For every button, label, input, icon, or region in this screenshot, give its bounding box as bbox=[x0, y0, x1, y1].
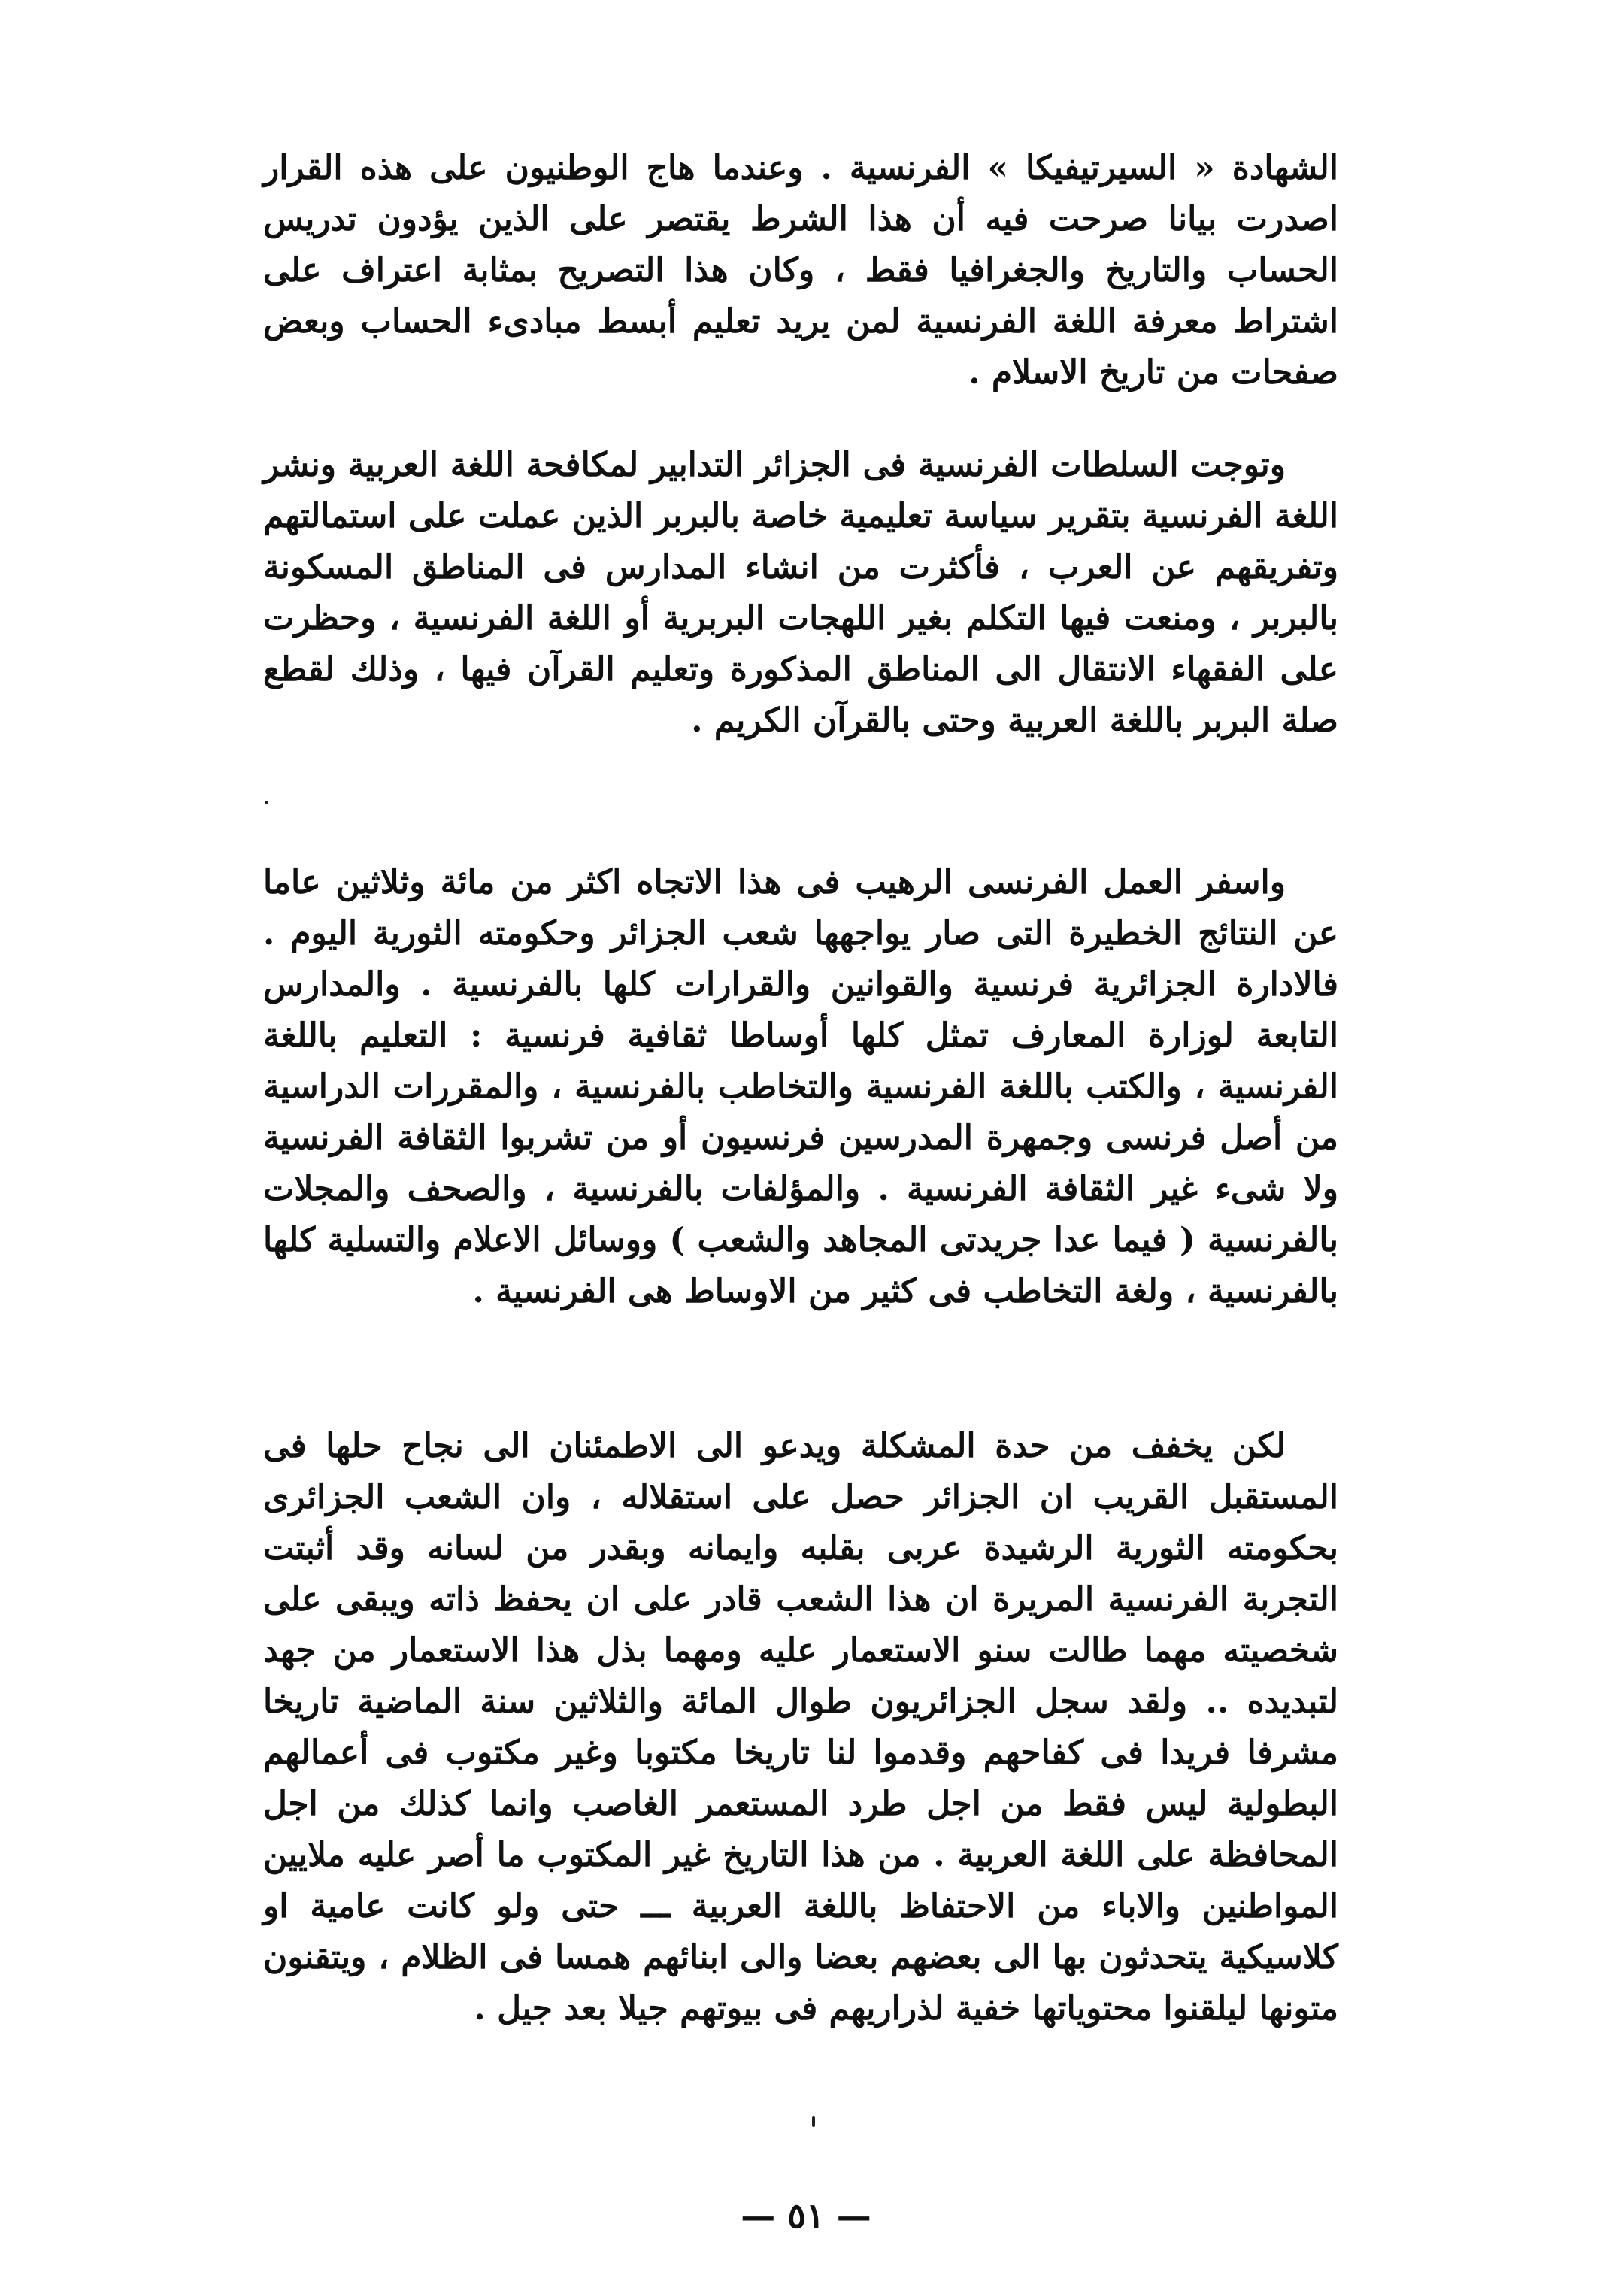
paragraph-text: الشهادة « السيرتيفيكا » الفرنسية . وعندما هاج الوطنيون على هذه القرار اصدرت بيانا صرحت فيه أن هذا الشرط يقتصر على الذين يؤدون تدريس الحساب والتاريخ والجغرافيا فقط ، وكان هذا التصريح بمثابة اعتراف على اشتراط معرفة اللغة الفرنسية لمن يريد تعليم أبسط مبادىء الحساب وبعض صفحات من تاريخ الاسلام . bbox=[263, 149, 1338, 392]
paragraph-1 bbox=[263, 143, 1338, 398]
paragraph-3 bbox=[263, 857, 1338, 1317]
paragraph-text: وتوجت السلطات الفرنسية فى الجزائر التدابير لمكافحة اللغة العربية ونشر اللغة الفرنسية بتقرير سياسة تعليمية خاصة بالبربر الذين عملت على استمالتهم وتفريقهم عن العرب ، فأكثرت من انشاء المدارس فى المناطق المسكونة بالبربر ، ومنعت فيها التكلم بغير اللهجات البربرية أو اللغة الفرنسية ، وحظرت على الفقهاء الانتقال الى المناطق المذكورة وتعليم القرآن فيها ، وذلك لقطع صلة البربر باللغة العربية وحتى بالقرآن الكريم . bbox=[263, 446, 1338, 740]
paragraph-4 bbox=[263, 1421, 1338, 2034]
scan-speck bbox=[812, 2116, 815, 2127]
paragraph-text: واسفر العمل الفرنسى الرهيب فى هذا الاتجاه اكثر من مائة وثلاثين عاما عن النتائج الخطيرة التى صار يواجهها شعب الجزائر وحكومته الثورية اليوم . فالادارة الجزائرية فرنسية والقوانين والقرارات كلها بالفرنسية . والمدارس التابعة لوزارة المعارف تمثل كلها أوساطا ثقافية فرنسية : التعليم باللغة الفرنسية ، والكتب باللغة الفرنسية والتخاطب بالفرنسية ، والمقررات الدراسية من أصل فرنسى وجمهرة المدرسين فرنسيون أو من تشربوا الثقافة الفرنسية ولا شىء غير الثقافة الفرنسية . والمؤلفات بالفرنسية ، والصحف والمجلات بالفرنسية ( فيما عدا جريدتى المجاهد والشعب ) ووسائل الاعلام والتسلية كلها بالفرنسية ، ولغة التخاطب فى كثير من الاوساط هى الفرنسية . bbox=[263, 863, 1338, 1310]
paragraph-2 bbox=[263, 440, 1338, 747]
page-number: — ٥١ — bbox=[741, 2195, 871, 2236]
scan-speck bbox=[265, 801, 268, 804]
paragraph-text: لكن يخفف من حدة المشكلة ويدعو الى الاطمئنان الى نجاح حلها فى المستقبل القريب ان الجزائر حصل على استقلاله ، وان الشعب الجزائرى بحكومته الثورية الرشيدة عربى بقلبه وايمانه وبقدر من لسانه وقد أثبتت التجربة الفرنسية المريرة ان هذا الشعب قادر على ان يحفظ ذاته ويبقى على شخصيته مهما طالت سنو الاستعمار عليه ومهما بذل هذا الاستعمار من جهد لتبديده .. ولقد سجل الجزائريون طوال المائة والثلاثين سنة الماضية تاريخا مشرفا فريدا فى كفاحهم وقدموا لنا تاريخا مكتوبا وغير مكتوب فى أعمالهم البطولية ليس فقط من اجل طرد المستعمر الغاصب وانما كذلك من اجل المحافظة على اللغة العربية . من هذا التاريخ غير المكتوب ما أصر عليه ملايين المواطنين والاباء من الاحتفاظ باللغة العربية ـــ حتى ولو كانت عامية او كلاسيكية يتحدثون بها الى بعضهم بعضا والى ابنائهم همسا فى الظلام ، ويتقنون متونها ليلقنوا محتوياتها خفية لذراريهم فى بيوتهم جيلا بعد جيل . bbox=[263, 1427, 1338, 2028]
